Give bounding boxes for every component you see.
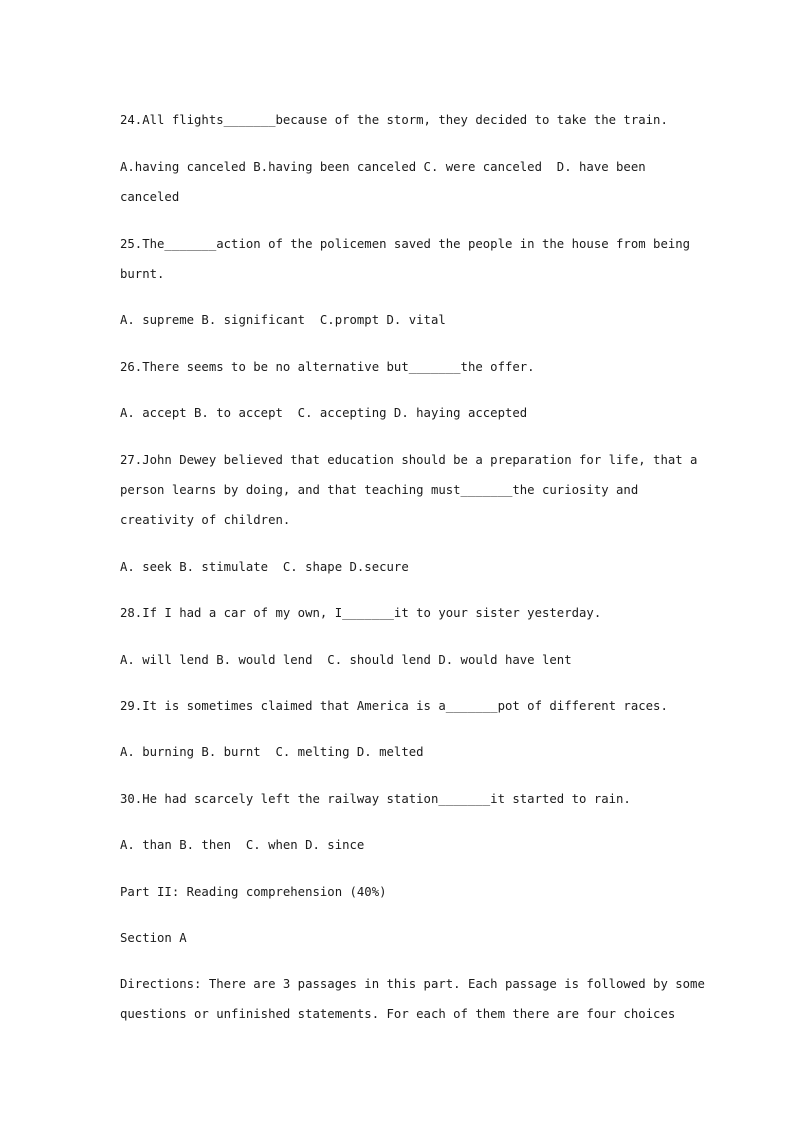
question-26-options: A. accept B. to accept C. accepting D. haying accepted (120, 406, 528, 420)
question-27-options: A. seek B. stimulate C. shape D.secure (120, 560, 409, 574)
question-27-stem-continued-2: creativity of children. (120, 513, 291, 527)
question-30-stem: 30.He had scarcely left the railway station_______it started to rain. (120, 792, 631, 806)
question-25-stem: 25.The_______action of the policemen saved the people in the house from being (120, 237, 691, 251)
question-24-options-continued: canceled (120, 190, 180, 204)
question-25-stem-continued: burnt. (120, 267, 165, 281)
question-24-options: A.having canceled B.having been canceled C. were canceled D. have been (120, 160, 646, 174)
question-27-stem-continued: person learns by doing, and that teaching must_______the curiosity and (120, 483, 639, 497)
question-25-options: A. supreme B. significant C.prompt D. vital (120, 313, 446, 327)
question-30-options: A. than B. then C. when D. since (120, 838, 365, 852)
question-28-options: A. will lend B. would lend C. should lend D. would have lent (120, 653, 572, 667)
question-29-stem: 29.It is sometimes claimed that America is a_______pot of different races. (120, 699, 668, 713)
directions-text: Directions: There are 3 passages in this part. Each passage is followed by some (120, 977, 705, 991)
question-26-stem: 26.There seems to be no alternative but_______the offer. (120, 360, 535, 374)
question-27-stem: 27.John Dewey believed that education should be a preparation for life, that a (120, 453, 698, 467)
question-29-options: A. burning B. burnt C. melting D. melted (120, 745, 424, 759)
part-2-heading: Part II: Reading comprehension (40%) (120, 885, 387, 899)
question-28-stem: 28.If I had a car of my own, I_______it to your sister yesterday. (120, 606, 602, 620)
question-24-stem: 24.All flights_______because of the storm, they decided to take the train. (120, 113, 668, 127)
section-a-heading: Section A (120, 931, 187, 945)
directions-text-continued: questions or unfinished statements. For each of them there are four choices (120, 1007, 676, 1021)
